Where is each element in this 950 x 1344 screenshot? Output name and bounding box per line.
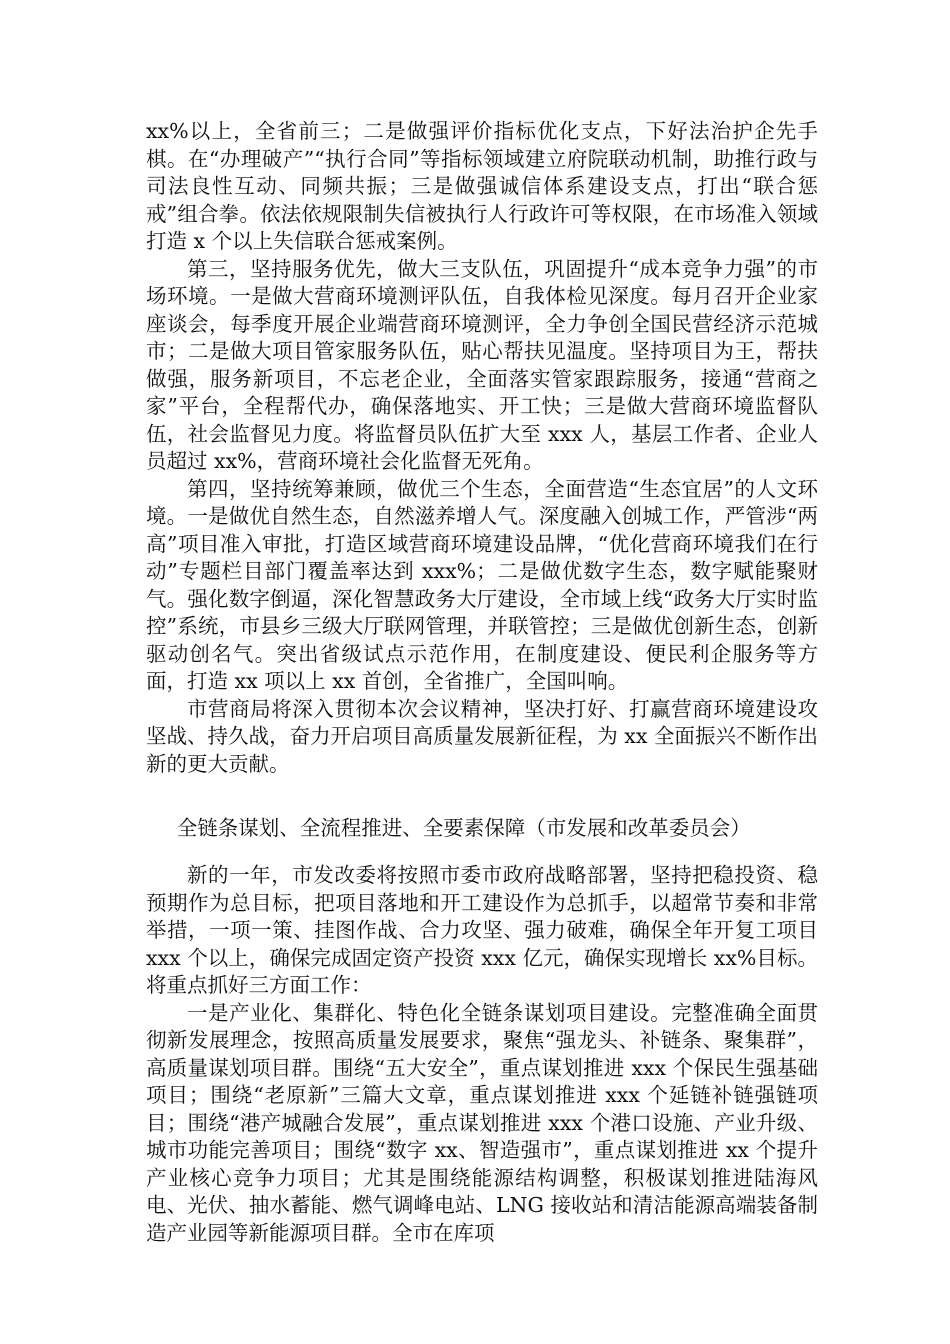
paragraph-fourth-point: 第四，坚持统筹兼顾，做优三个生态，全面营造“生态宜居”的人文环境。一是做优自然生态，自然滋养增人气。深度融入创城工作，严管涉“两高”项目准入审批，打造区域营商环境建设品牌，“优化营商环境我们在行动”专题栏目部门覆盖率达到 xxx%；二是做优数字生态，数字赋能聚财气。强化数字倒逼，深化智慧政务大厅建设，全市域上线“政务大厅实时监控”系统，市县乡三级大厅联网管理，并联管控；三是做优创新生态，创新驱动创名气。突出省级试点示范作用，在制度建设、便民利企服务等方面，打造 xx 项以上 xx 首创，全省推广，全国叫响。 xyxy=(146,476,818,693)
paragraph-third-point: 第三，坚持服务优先，做大三支队伍，巩固提升“成本竞争力强”的市场环境。一是做大营商环境测评队伍，自我体检见深度。每月召开企业家座谈会，每季度开展企业端营商环境测评，全力争创全国民营经济示范城市；二是做大项目管家服务队伍，贴心帮扶见温度。坚持项目为王，帮扶做强，服务新项目，不忘老企业，全面落实管家跟踪服务，接通“营商之家”平台，全程帮代办，确保落地实、开工快；三是做大营商环境监督队伍，社会监督见力度。将监督员队伍扩大至 xxx 人，基层工作者、企业人员超过 xx%，营商环境社会化监督无死角。 xyxy=(146,256,818,473)
paragraph-continuation: xx%以上，全省前三；二是做强评价指标优化支点，下好法治护企先手棋。在“办理破产”“执行合同”等指标领域建立府院联动机制，助推行政与司法良性互动、同频共振；三是做强诚信体系建设支点，打出“联合惩戒”组合拳。依法依规限制失信被执行人行政许可等权限，在市场准入领域打造 x 个以上失信联合惩戒案例。 xyxy=(146,119,818,253)
paragraph-point-one: 一是产业化、集群化、特色化全链条谋划项目建设。完整准确全面贯彻新发展理念，按照高质量发展要求，聚焦“强龙头、补链条、聚集群”，高质量谋划项目群。围绕“五大安全”，重点谋划推进 xxx 个保民生强基础项目；围绕“老原新”三篇大文章，重点谋划推进 xxx 个延链补链强链项目；围绕“港产城融合发展”，重点谋划推进 xxx 个港口设施、产业升级、城市功能完善项目；围绕“数字 xx、智造强市”，重点谋划推进 xx 个提升产业核心竞争力项目；尤其是围绕能源结构调整，积极谋划推进陆海风电、光伏、抽水蓄能、燃气调峰电站、LNG 接收站和清洁能源高端装备制造产业园等新能源项目群。全市在库项 xyxy=(146,1000,818,1245)
section-2-body xyxy=(146,862,818,1247)
paragraph-intro: 新的一年，市发改委将按照市委市政府战略部署，坚持把稳投资、稳预期作为总目标，把项目落地和开工建设作为总抓手，以超常节奏和非常举措，一项一策、挂图作战、合力攻坚、强力破难，确保全年开复工项目 xxx 个以上，确保完成固定资产投资 xxx 亿元，确保实现增长 xx%目标。将重点抓好三方面工作： xyxy=(146,863,818,997)
paragraph-conclusion: 市营商局将深入贯彻本次会议精神，坚决打好、打赢营商环境建设攻坚战、持久战，奋力开启项目高质量发展新征程，为 xx 全面振兴不断作出新的更大贡献。 xyxy=(146,696,818,776)
section-2-title: 全链条谋划、全流程推进、全要素保障（市发展和改革委员会） xyxy=(176,816,751,840)
section-1-body xyxy=(146,118,818,778)
